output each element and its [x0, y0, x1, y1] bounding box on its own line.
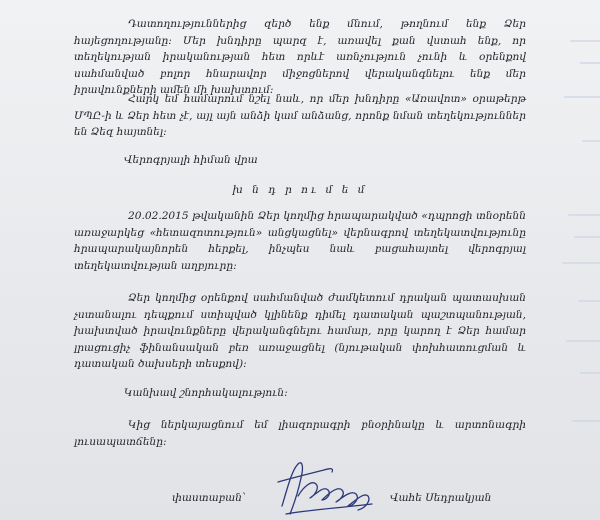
show-through-text	[540, 0, 600, 520]
paragraph-warning: Ձեր կողմից օրենքով սահմանված ժամկետում դրական պատասխան չստանալու դեպքում ստիպված կլինենք դիմել դատական պաշտպանության, խախտված իրավունքները վերականգնելու համար, որը կարող է Ձեր համար լրացուցիչ ֆինանսական բեռ առաջացնել (նյութական փոխհատուցման և դատական ծախսերի տեսքով):	[74, 292, 526, 371]
paragraph-request: 20.02.2015 թվականին Ձեր կողմից հրապարակված «դպրոցի տնօրենն առաջարկեց «հետազոտություն» անցկացնել» վերնագրով տեղեկատվությունը հրապարակայնորեն հերքել, ինչպես նաև բացահայտել վերոգրյալ տեղեկատվության աղբյուրը:	[74, 210, 526, 272]
paragraph-attachments: Կից ներկայացնում եմ լիազորագրի բնօրինակը և արտոնագրի լուսապատճենը:	[74, 419, 526, 448]
paragraph-thanks: Կանխավ շնորհակալություն:	[124, 387, 288, 399]
paragraph-intro: Դատողություններից զերծ ենք մնում, թողնում ենք Ձեր հայեցողությանը: Մեր խնդիրը պարզ է, առավել քան վստահ ենք, որ տեղեկության իրականության հետ որևէ առնչություն չունի և օրենքով սահմանված բոլոր հնարավոր միջոցներով վերականգնելու ենք մեր իրավունքների ամեն մի խախտում:	[74, 18, 526, 97]
paragraph-basis: Վերոգրյալի հիման վրա	[124, 154, 258, 166]
signer-name: Վահե Սեդրակյան	[390, 492, 492, 504]
paragraph-note: Հարկ եմ համարում նշել նաև, որ մեր խնդիրը «Առավոտ» օրաթերթ ՄՊԸ-ի և Ձեր հետ չէ, այլ այն անձի կամ անձանց, որոնք նման տեղեկություններ են Ձեզ հայտնել:	[74, 93, 526, 139]
handwritten-signature	[268, 456, 378, 520]
request-heading: խ ն դ ր ու մ ե մ	[232, 184, 368, 196]
signature-label: փաստաբան՝	[172, 492, 246, 504]
